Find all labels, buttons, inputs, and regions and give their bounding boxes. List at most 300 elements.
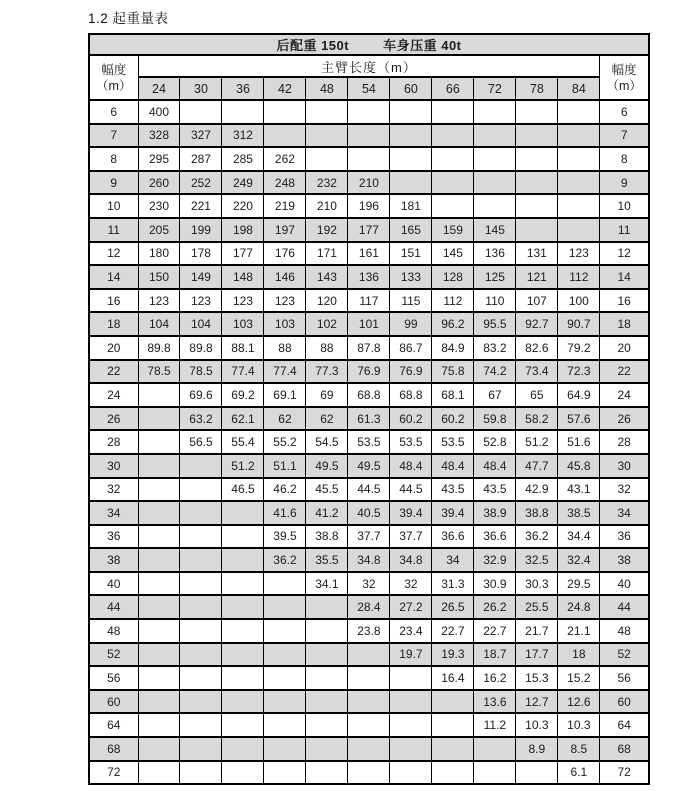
load-value-cell xyxy=(390,147,432,171)
radius-cell-right: 68 xyxy=(600,737,649,761)
load-value-cell xyxy=(516,171,558,195)
boom-header-row xyxy=(89,55,649,77)
load-value-cell: 40.5 xyxy=(348,501,390,525)
load-value-cell: 78.5 xyxy=(138,360,180,384)
load-value-cell xyxy=(474,147,516,171)
load-value-cell: 51.1 xyxy=(264,454,306,478)
load-value-cell xyxy=(474,124,516,148)
load-value-cell: 32 xyxy=(390,572,432,596)
table-row xyxy=(89,194,649,218)
load-value-cell xyxy=(306,713,348,737)
load-value-cell: 68.8 xyxy=(390,383,432,407)
load-value-cell: 76.9 xyxy=(348,360,390,384)
radius-cell-right: 44 xyxy=(600,595,649,619)
load-value-cell xyxy=(180,643,222,667)
load-value-cell: 16.2 xyxy=(474,666,516,690)
load-value-cell: 36.2 xyxy=(264,548,306,572)
load-value-cell xyxy=(222,643,264,667)
load-value-cell: 249 xyxy=(222,171,264,195)
load-value-cell: 96.2 xyxy=(432,312,474,336)
load-value-cell: 198 xyxy=(222,218,264,242)
radius-cell-left: 36 xyxy=(89,525,138,549)
load-value-cell xyxy=(306,761,348,785)
load-value-cell: 43.5 xyxy=(432,478,474,502)
load-value-cell xyxy=(138,478,180,502)
load-value-cell: 165 xyxy=(390,218,432,242)
load-value-cell xyxy=(222,666,264,690)
radius-header-left-line2: （m） xyxy=(96,78,132,93)
load-value-cell xyxy=(474,171,516,195)
load-value-cell xyxy=(432,690,474,714)
load-value-cell: 60.2 xyxy=(432,407,474,431)
boom-length-cell: 78 xyxy=(516,77,558,100)
radius-cell-right: 36 xyxy=(600,525,649,549)
radius-cell-left: 28 xyxy=(89,430,138,454)
load-value-cell xyxy=(138,666,180,690)
load-value-cell: 23.4 xyxy=(390,619,432,643)
load-value-cell xyxy=(180,619,222,643)
radius-cell-right: 11 xyxy=(600,218,649,242)
table-row xyxy=(89,124,649,148)
load-value-cell: 192 xyxy=(306,218,348,242)
radius-cell-right: 38 xyxy=(600,548,649,572)
load-value-cell xyxy=(348,124,390,148)
radius-cell-left: 16 xyxy=(89,289,138,313)
load-value-cell xyxy=(474,761,516,785)
load-value-cell: 45.8 xyxy=(558,454,600,478)
load-value-cell: 117 xyxy=(348,289,390,313)
table-row xyxy=(89,360,649,384)
load-value-cell: 49.5 xyxy=(306,454,348,478)
load-value-cell: 62.1 xyxy=(222,407,264,431)
load-value-cell: 197 xyxy=(264,218,306,242)
load-value-cell: 44.5 xyxy=(348,478,390,502)
load-value-cell: 177 xyxy=(348,218,390,242)
load-value-cell: 41.6 xyxy=(264,501,306,525)
load-value-cell xyxy=(180,713,222,737)
radius-cell-right: 8 xyxy=(600,147,649,171)
load-value-cell: 41.2 xyxy=(306,501,348,525)
radius-header-right-line1: 幅度 xyxy=(611,62,637,77)
radius-cell-left: 56 xyxy=(89,666,138,690)
table-row xyxy=(89,430,649,454)
radius-cell-left: 52 xyxy=(89,643,138,667)
boom-length-header: 主臂长度（m） xyxy=(138,55,600,77)
load-value-cell: 51.6 xyxy=(558,430,600,454)
load-value-cell: 210 xyxy=(348,171,390,195)
load-value-cell: 22.7 xyxy=(432,619,474,643)
boom-length-cell: 30 xyxy=(180,77,222,100)
load-value-cell: 10.3 xyxy=(516,713,558,737)
load-value-cell: 34.8 xyxy=(390,548,432,572)
radius-cell-left: 72 xyxy=(89,761,138,785)
load-value-cell: 46.2 xyxy=(264,478,306,502)
table-row xyxy=(89,100,649,124)
radius-cell-left: 26 xyxy=(89,407,138,431)
radius-cell-left: 48 xyxy=(89,619,138,643)
load-value-cell: 84.9 xyxy=(432,336,474,360)
table-row xyxy=(89,501,649,525)
load-value-cell: 36.6 xyxy=(474,525,516,549)
load-value-cell xyxy=(222,595,264,619)
load-value-cell xyxy=(222,548,264,572)
load-value-cell: 112 xyxy=(558,265,600,289)
load-value-cell xyxy=(348,690,390,714)
table-row xyxy=(89,289,649,313)
load-value-cell xyxy=(180,666,222,690)
load-value-cell: 43.1 xyxy=(558,478,600,502)
radius-cell-right: 30 xyxy=(600,454,649,478)
load-value-cell xyxy=(264,100,306,124)
load-value-cell xyxy=(516,100,558,124)
load-value-cell: 101 xyxy=(348,312,390,336)
load-value-cell: 18 xyxy=(558,643,600,667)
load-value-cell: 219 xyxy=(264,194,306,218)
load-value-cell: 149 xyxy=(180,265,222,289)
load-value-cell: 123 xyxy=(222,289,264,313)
load-value-cell xyxy=(432,124,474,148)
load-value-cell xyxy=(222,713,264,737)
load-value-cell: 38.9 xyxy=(474,501,516,525)
load-value-cell: 78.5 xyxy=(180,360,222,384)
radius-cell-left: 7 xyxy=(89,124,138,148)
load-value-cell: 76.9 xyxy=(390,360,432,384)
load-value-cell: 161 xyxy=(348,242,390,266)
load-value-cell: 57.6 xyxy=(558,407,600,431)
load-value-cell: 181 xyxy=(390,194,432,218)
load-value-cell xyxy=(264,690,306,714)
load-value-cell: 21.7 xyxy=(516,619,558,643)
load-value-cell: 51.2 xyxy=(516,430,558,454)
load-value-cell: 90.7 xyxy=(558,312,600,336)
load-value-cell xyxy=(222,761,264,785)
radius-cell-right: 72 xyxy=(600,761,649,785)
load-value-cell: 38.8 xyxy=(306,525,348,549)
load-value-cell: 58.2 xyxy=(516,407,558,431)
load-value-cell: 210 xyxy=(306,194,348,218)
load-value-cell xyxy=(516,124,558,148)
load-value-cell: 16.4 xyxy=(432,666,474,690)
radius-cell-right: 40 xyxy=(600,572,649,596)
load-value-cell: 131 xyxy=(516,242,558,266)
load-value-cell: 77.3 xyxy=(306,360,348,384)
load-value-cell: 73.4 xyxy=(516,360,558,384)
load-value-cell xyxy=(180,501,222,525)
load-value-cell: 22.7 xyxy=(474,619,516,643)
load-value-cell xyxy=(306,737,348,761)
load-value-cell: 104 xyxy=(138,312,180,336)
load-value-cell: 77.4 xyxy=(264,360,306,384)
table-row xyxy=(89,454,649,478)
load-value-cell: 220 xyxy=(222,194,264,218)
load-value-cell: 30.9 xyxy=(474,572,516,596)
load-value-cell xyxy=(180,690,222,714)
load-value-cell: 12.7 xyxy=(516,690,558,714)
load-value-cell: 328 xyxy=(138,124,180,148)
body-ballast-label: 车身压重 40t xyxy=(383,38,462,53)
load-value-cell: 29.5 xyxy=(558,572,600,596)
load-value-cell xyxy=(432,713,474,737)
radius-cell-right: 60 xyxy=(600,690,649,714)
load-value-cell: 32.9 xyxy=(474,548,516,572)
load-value-cell xyxy=(180,525,222,549)
load-value-cell: 69.6 xyxy=(180,383,222,407)
load-value-cell: 6.1 xyxy=(558,761,600,785)
load-value-cell xyxy=(264,619,306,643)
load-value-cell: 62 xyxy=(306,407,348,431)
radius-cell-left: 64 xyxy=(89,713,138,737)
load-value-cell: 103 xyxy=(222,312,264,336)
load-value-cell xyxy=(138,761,180,785)
radius-cell-left: 34 xyxy=(89,501,138,525)
load-value-cell: 260 xyxy=(138,171,180,195)
load-value-cell: 37.7 xyxy=(390,525,432,549)
load-value-cell: 23.8 xyxy=(348,619,390,643)
table-row xyxy=(89,595,649,619)
load-value-cell: 11.2 xyxy=(474,713,516,737)
table-row xyxy=(89,643,649,667)
load-value-cell xyxy=(138,690,180,714)
load-value-cell: 230 xyxy=(138,194,180,218)
load-value-cell: 89.8 xyxy=(138,336,180,360)
radius-cell-left: 22 xyxy=(89,360,138,384)
load-value-cell xyxy=(180,100,222,124)
radius-cell-left: 12 xyxy=(89,242,138,266)
load-value-cell: 69 xyxy=(306,383,348,407)
load-value-cell: 67 xyxy=(474,383,516,407)
radius-cell-right: 32 xyxy=(600,478,649,502)
load-value-cell: 72.3 xyxy=(558,360,600,384)
load-value-cell xyxy=(390,713,432,737)
radius-cell-left: 40 xyxy=(89,572,138,596)
table-row xyxy=(89,737,649,761)
load-value-cell: 88 xyxy=(264,336,306,360)
load-value-cell xyxy=(264,595,306,619)
load-value-cell xyxy=(432,147,474,171)
counterweight-header-cell xyxy=(89,34,649,55)
radius-cell-left: 14 xyxy=(89,265,138,289)
table-row xyxy=(89,619,649,643)
load-value-cell: 39.4 xyxy=(390,501,432,525)
load-value-cell xyxy=(306,619,348,643)
load-value-cell: 39.5 xyxy=(264,525,306,549)
load-value-cell: 295 xyxy=(138,147,180,171)
table-row xyxy=(89,525,649,549)
load-value-cell xyxy=(222,525,264,549)
section-title: 1.2 起重量表 xyxy=(88,11,169,26)
load-value-cell: 36.2 xyxy=(516,525,558,549)
radius-cell-left: 6 xyxy=(89,100,138,124)
load-value-cell xyxy=(264,666,306,690)
load-value-cell xyxy=(138,407,180,431)
load-value-cell: 110 xyxy=(474,289,516,313)
load-value-cell xyxy=(432,737,474,761)
boom-length-cell: 54 xyxy=(348,77,390,100)
table-row xyxy=(89,147,649,171)
load-value-cell: 115 xyxy=(390,289,432,313)
load-value-cell: 61.3 xyxy=(348,407,390,431)
table-row xyxy=(89,265,649,289)
load-value-cell: 53.5 xyxy=(432,430,474,454)
load-value-cell xyxy=(558,194,600,218)
load-value-cell: 15.2 xyxy=(558,666,600,690)
load-value-cell: 121 xyxy=(516,265,558,289)
load-value-cell: 36.6 xyxy=(432,525,474,549)
load-value-cell: 151 xyxy=(390,242,432,266)
load-value-cell: 400 xyxy=(138,100,180,124)
load-value-cell xyxy=(390,171,432,195)
load-value-cell xyxy=(432,194,474,218)
radius-cell-right: 7 xyxy=(600,124,649,148)
load-value-cell: 63.2 xyxy=(180,407,222,431)
load-value-cell: 232 xyxy=(306,171,348,195)
load-value-cell: 46.5 xyxy=(222,478,264,502)
load-value-cell xyxy=(474,194,516,218)
radius-cell-right: 12 xyxy=(600,242,649,266)
radius-cell-right: 9 xyxy=(600,171,649,195)
load-value-cell: 120 xyxy=(306,289,348,313)
radius-cell-right: 10 xyxy=(600,194,649,218)
boom-length-cell: 72 xyxy=(474,77,516,100)
load-value-cell xyxy=(138,572,180,596)
load-value-cell: 100 xyxy=(558,289,600,313)
load-value-cell xyxy=(348,643,390,667)
load-value-cell xyxy=(390,761,432,785)
load-value-cell xyxy=(516,218,558,242)
load-value-cell: 145 xyxy=(432,242,474,266)
load-value-cell xyxy=(390,666,432,690)
load-value-cell: 28.4 xyxy=(348,595,390,619)
radius-header-left xyxy=(89,55,138,100)
load-value-cell: 10.3 xyxy=(558,713,600,737)
radius-cell-right: 14 xyxy=(600,265,649,289)
boom-length-cell: 48 xyxy=(306,77,348,100)
load-value-cell: 69.1 xyxy=(264,383,306,407)
load-value-cell xyxy=(138,525,180,549)
rear-counterweight-label: 后配重 150t xyxy=(276,38,350,53)
load-value-cell: 99 xyxy=(390,312,432,336)
load-value-cell xyxy=(432,761,474,785)
load-value-cell: 88 xyxy=(306,336,348,360)
load-value-cell: 38.5 xyxy=(558,501,600,525)
load-value-cell xyxy=(348,713,390,737)
radius-cell-right: 24 xyxy=(600,383,649,407)
load-value-cell: 327 xyxy=(180,124,222,148)
table-row xyxy=(89,218,649,242)
load-value-cell: 55.2 xyxy=(264,430,306,454)
load-value-cell: 52.8 xyxy=(474,430,516,454)
load-value-cell: 30.3 xyxy=(516,572,558,596)
load-value-cell: 35.5 xyxy=(306,548,348,572)
load-value-cell: 48.4 xyxy=(474,454,516,478)
load-value-cell: 285 xyxy=(222,147,264,171)
load-value-cell xyxy=(558,218,600,242)
load-value-cell xyxy=(348,737,390,761)
load-value-cell: 53.5 xyxy=(390,430,432,454)
table-row xyxy=(89,690,649,714)
load-value-cell: 43.5 xyxy=(474,478,516,502)
load-value-cell: 125 xyxy=(474,265,516,289)
radius-cell-right: 18 xyxy=(600,312,649,336)
load-value-cell: 79.2 xyxy=(558,336,600,360)
load-value-cell xyxy=(264,643,306,667)
load-value-cell xyxy=(138,430,180,454)
load-value-cell: 17.7 xyxy=(516,643,558,667)
radius-cell-right: 26 xyxy=(600,407,649,431)
load-value-cell: 123 xyxy=(180,289,222,313)
load-value-cell: 54.5 xyxy=(306,430,348,454)
radius-cell-left: 68 xyxy=(89,737,138,761)
load-value-cell xyxy=(138,548,180,572)
radius-cell-left: 18 xyxy=(89,312,138,336)
load-value-cell xyxy=(264,713,306,737)
load-value-cell: 60.2 xyxy=(390,407,432,431)
load-value-cell: 177 xyxy=(222,242,264,266)
load-value-cell xyxy=(306,595,348,619)
load-value-cell: 221 xyxy=(180,194,222,218)
table-row xyxy=(89,572,649,596)
load-value-cell: 262 xyxy=(264,147,306,171)
load-value-cell: 136 xyxy=(348,265,390,289)
load-value-cell: 143 xyxy=(306,265,348,289)
load-value-cell: 123 xyxy=(264,289,306,313)
load-value-cell: 82.6 xyxy=(516,336,558,360)
load-value-cell: 176 xyxy=(264,242,306,266)
load-value-cell: 42.9 xyxy=(516,478,558,502)
load-value-cell: 68.1 xyxy=(432,383,474,407)
load-value-cell: 34.1 xyxy=(306,572,348,596)
load-value-cell: 196 xyxy=(348,194,390,218)
radius-cell-left: 32 xyxy=(89,478,138,502)
load-value-cell xyxy=(222,619,264,643)
load-value-cell xyxy=(138,713,180,737)
radius-cell-left: 20 xyxy=(89,336,138,360)
boom-length-cell: 36 xyxy=(222,77,264,100)
load-value-cell: 171 xyxy=(306,242,348,266)
load-value-cell xyxy=(264,572,306,596)
load-value-cell xyxy=(222,690,264,714)
load-value-cell: 26.5 xyxy=(432,595,474,619)
load-value-cell xyxy=(474,737,516,761)
load-value-cell: 87.8 xyxy=(348,336,390,360)
load-value-cell xyxy=(180,478,222,502)
load-value-cell: 32 xyxy=(348,572,390,596)
table-row xyxy=(89,171,649,195)
load-value-cell xyxy=(558,124,600,148)
load-value-cell: 51.2 xyxy=(222,454,264,478)
load-value-cell: 159 xyxy=(432,218,474,242)
load-value-cell: 89.8 xyxy=(180,336,222,360)
load-value-cell xyxy=(180,737,222,761)
radius-cell-right: 48 xyxy=(600,619,649,643)
load-value-cell: 48.4 xyxy=(432,454,474,478)
boom-length-cell: 42 xyxy=(264,77,306,100)
load-value-cell xyxy=(348,666,390,690)
load-value-cell xyxy=(222,572,264,596)
load-value-cell xyxy=(432,171,474,195)
radius-cell-left: 38 xyxy=(89,548,138,572)
load-value-cell: 102 xyxy=(306,312,348,336)
boom-length-cell: 66 xyxy=(432,77,474,100)
load-value-cell xyxy=(306,643,348,667)
load-value-cell: 74.2 xyxy=(474,360,516,384)
load-value-cell xyxy=(390,737,432,761)
table-row xyxy=(89,548,649,572)
load-value-cell xyxy=(138,619,180,643)
load-value-cell: 86.7 xyxy=(390,336,432,360)
load-value-cell xyxy=(474,100,516,124)
load-value-cell xyxy=(306,666,348,690)
